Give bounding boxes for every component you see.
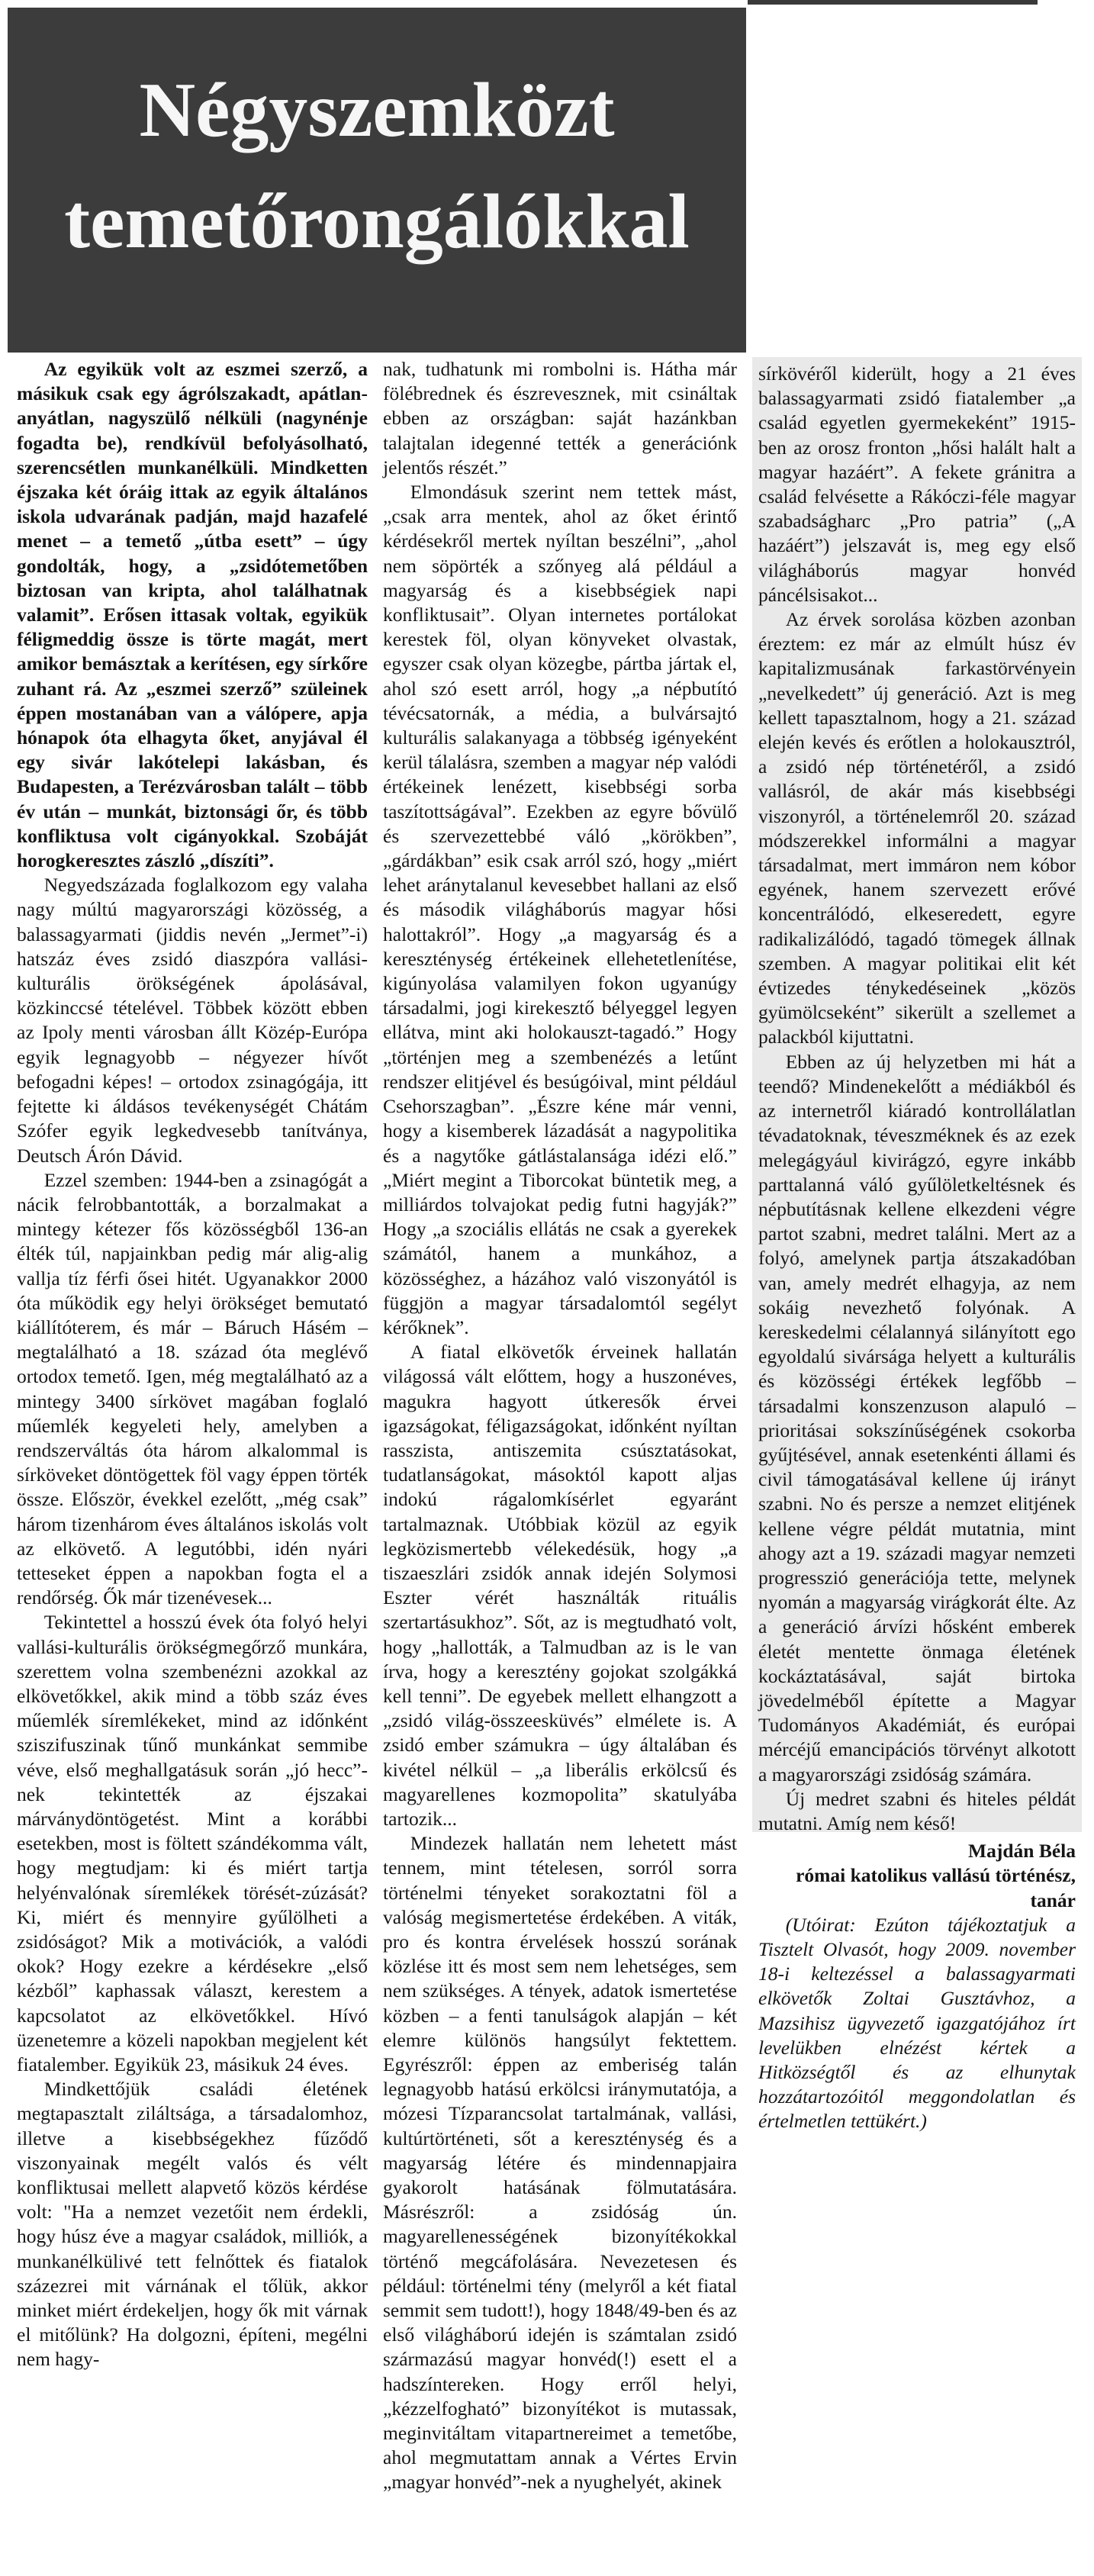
body-paragraph: Az érvek sorolása közben azonban éreztem: ez már az elmúlt húsz év kapitalizmusának farkastörvényein „nevelkedett” új generáció. Azt is meg kellett tapasztalnom, hogy a 21. század elején kevés és erőtlen a holokausztról, a zsidó nép történetéről, a zsidó vallásról, de akár más kisebbségi viszonyról, a történelemről 20. század módszerekkel informálni a magyar társadalmat, mert immáron nem kóbor egyének, hanem szervezett erővé koncentrálódó, elkeseredett, egyre radikalizálódó, tagadó tömegek állnak szemben. A magyar politikai elit két évtizedes ténykedéseinek „közös gyümölcseként” sikerült a szellemet a palackból kijuttatni. — [758, 608, 1076, 1048]
article-column-2 — [383, 357, 737, 2568]
body-paragraph: A fiatal elkövetők érveinek hallatán világossá vált előttem, hogy a huszonéves, magukra hagyott útkeresők érvei igazságokat, féligazságokat, időnként nyíltan rasszista, antiszemita csúsztatásokat, tudatlanságokat, másoktól kapott aljas indokú rágalomkísérlet egyaránt tartalmaznak. Utóbbiak közül az egyik legközismertebb vélekedésük, hogy „a tiszaeszlári zsidók annak idején Solymosi Eszter vérét használták rituális szertartásukhoz”. Sőt, az is megtudható volt, hogy „hallották, a Talmudban az is le van írva, hogy a keresztény gojokat szolgákká kell tenni”. De egyebek mellett elhangzott a „zsidó világ-összeesküvés” elmélete is. A zsidó ember számukra – úgy általában és kivétel nélkül – „a liberális erkölcsű és magyarellenes kozmopolita” skatulyába tartozik... — [383, 1341, 737, 1830]
headline-banner — [8, 8, 746, 353]
article-column-1 — [17, 357, 368, 2568]
author-name: Majdán Béla — [968, 1840, 1076, 1863]
lead-paragraph: Az egyikük volt az eszmei szerző, a másikuk csak egy ágrólszakadt, apátlan-anyátlan, nagyszülő nélküli (nagynénje fogadta be), rendkívül befolyásolható, szerencsétlen munkanélküli. Mindketten éjszaka két óráig ittak az egyik általános iskola udvarának padján, majd hazafelé menet – a temető „útba esett” – úgy gondolták, hogy, a „zsidótemetőben biztosan van kripta, ahol találhatnak valamit”. Erősen ittasak voltak, egyikük féligmeddig össze is törte magát, mert amikor bemásztak a kerítésen, egy sírkőre zuhant rá. Az „eszmei szerző” szüleinek éppen mostanában van a válópere, apja hónapok óta elhagyta őket, anyjával él egy sivár lakótelepi lakásban, és Budapesten, a Terézvárosban talált – több év után – munkát, biztonsági őr, és több konfliktusa volt cigányokkal. Szobáját horogkeresztes zászló „díszíti”. — [17, 358, 368, 872]
headline-line-1: Négyszemközt — [139, 67, 615, 153]
article-column-3 — [752, 357, 1082, 2133]
body-paragraph: Ezzel szemben: 1944-ben a zsinagógát a nácik felrobbantották, a borzalmakat a mintegy kétezer fős közösségből 136-an élték túl, napjainkban pedig már alig-alig vallja tíz férfi ősei hitét. Ugyanakkor 2000 óta működik egy helyi örökséget bemutató kiállítóterem, és már – Báruch Hásém – megtalálható a 18. század óta meglévő ortodox temető. Igen, még megtalálható az a mintegy 3400 sírkövet magában foglaló műemlék kegyeleti hely, amelyben a rendszerváltás óta három alkalommal is sírköveket döntögettek föl vagy éppen törték össze. Először, évekkel ezelőtt, „még csak” három tizenhárom éves általános iskolás volt az elkövető. A legutóbbi, idén nyári tetteseket éppen a napokban fogta el a rendőrség. Ők már tizenévesek... — [17, 1168, 368, 1609]
body-paragraph: Negyedszázada foglalkozom egy valaha nagy múltú magyarországi közösség, a balassagyarmati (jiddis nevén „Jermet”-i) hatszáz éves zsidó diaszpóra vallási-kulturális örökségének ápolásával, közkinccsé tételével. Többek között ebben az Ipoly menti városban állt Közép-Európa egyik legnagyobb – négyezer hívőt befogadni képes! – ortodox zsinagógája, itt fejtette ki áldásos tevékenységét Chátám Szófer egyik legkedvesebb tanítványa, Deutsch Árón Dávid. — [17, 874, 368, 1167]
body-paragraph: Mindkettőjük családi életének megtapasztalt ziláltsága, a társadalomhoz, illetve a kisebbségekhez fűződő viszonyainak megélt valós és vélt konfliktusai mellett alapvető közös kérdése volt: "Ha a nemzet vezetőit nem érdekli, hogy húsz éve a magyar családok, milliók, a munkanélkülivé tett felnőttek és fiatalok százezrei mit várnának el tőlük, akkor minket miért érdekeljen, hogy ők mit várnak el mitőlünk? Ha dolgozni, építeni, megélni nem hagy- — [17, 2078, 368, 2371]
body-paragraph: Új medret szabni és hiteles példát mutatni. Amíg nem késő! — [758, 1787, 1076, 1834]
author-title: római katolikus vallású történész, tanár — [796, 1864, 1076, 1911]
body-paragraph: nak, tudhatunk mi rombolni is. Hátha már fölébrednek és észrevesznek, mit csináltak ebben az országban: saját hazánkban talajtalan idegenné tették a generációnk jelentős részét.” — [383, 358, 737, 478]
top-rule — [748, 0, 1038, 5]
article-headline — [8, 55, 746, 278]
body-paragraph: Ebben az új helyzetben mi hát a teendő? Mindenekelőtt a médiákból és az internetről kiáradó kontrollálatlan tévadatoknak, téveszméknek és az ezek melegágyául kivirágzó, egyre inkább parttalanná váló gyűlöletkeltésnek és népbutításnak kellene elkezdeni végre partot szabni, medret találni. Mert az a folyó, amelynek partja átszakadóban van, amely medrét elhagyja, az nem sokáig nevezhető folyónak. A kereskedelmi célalannyá silányított ego egyoldalú sivársága helyett a kulturális és közösségi értékek legfőbb – társadalmi konszenzuson alapuló – prioritásai sokszínűségének csokorba gyűjtésével, annak esetenkénti állami és civil támogatásával kellene új irányt szabni. No és persze a nemzet elitjének kellene végre példát mutatnia, mint ahogy azt a 19. századi magyar nemzeti progresszió generációja tette, melynek nyomán a magyarság virágkorát élte. Az a generáció árvízi hősként emberek életét mentette önmaga életének kockáztatásával, saját birtoka jövedelméből építette a Magyar Tudományos Akadémiát, és európai mércéjű emancipációs törvényt alkotott a magyarországi zsidóság számára. — [758, 1050, 1076, 1785]
headline-line-2: temetőrongálókkal — [64, 179, 690, 265]
body-paragraph: Elmondásuk szerint nem tettek mást, „csak arra mentek, ahol az őket érintő kérdésekről mertek nyíltan beszélni”, „ahol nem söpörték a szőnyeg alá például a magyarság és a kisebbségiek napi konfliktusait”. Olyan internetes portálokat kerestek föl, olyan könyveket olvastak, egyszer csak olyan közegbe, pártba jártak el, ahol szó esett arról, hogy „a népbutító tévécsatornák, a média, a bulvársajtó kulturális salakanyaga a többség igényeként kerül tálalásra, szemben a magyar nép valódi értékeinek lenézett, kisebbségi sorba taszítottságával”. Ezekben az egyre bővülő és szervezettebbé váló „körökben”, „gárdákban” esik csak arról szó, hogy „miért lehet aránytalanul kevesebbet hallani az első és második világháborús magyar hősi halottakról”. Hogy „a magyarság és a kereszténység értékeinek ellehetetlenítése, kigúnyolása valamilyen fokon ugyanúgy társadalmi, jogi kirekesztő bélyeggel legyen ellátva, mint aki holokauszt-tagadó.” Hogy „történjen meg a szembenézés a letűnt rendszer elitjével és besúgóival, mint például Csehorszagban”. „Észre kéne már venni, hogy a kisemberek lázadását a nagypolitika és a nagytőke gátlástalansága idézi elő.” „Miért megint a Tiborcokat büntetik meg, a milliárdos tolvajokat pedig futni hagyják?” Hogy „a szociális ellátás ne csak a gyerekek számától, hanem a munkához, a közösséghez, a házához való viszonyától is függjön a magyar társadalomtól segélyt kérőknek”. — [383, 481, 737, 1338]
body-paragraph: Tekintettel a hosszú évek óta folyó helyi vallási-kulturális örökségmegőrző munkára, szerettem volna szembenézni azokkal az elkövetőkkel, akik mind a több száz éves műemlék síremlékeket, mind az időnként sziszifuszinak tűnő munkánkat semmibe véve, első meghallgatásuk során „jó hecc”-nek tekintették az éjszakai márványdöntögetést. Mint a korábbi esetekben, most is föltett szándékomma vált, hogy megtudjam: ki és miért tartja helyénvalónak síremlékek törését-zúzását? Ki, miért és mennyire gyűlölheti a zsidóságot? Mik a motivációk, a valódi okok? Hogy ezekre a kérdésekre „első kézből” kaphassak választ, kerestem a kapcsolatot az elkövetőkkel. Hívó üzenetemre a közeli napokban megjelent két fiatalember. Egyikük 23, másikuk 24 éves. — [17, 1611, 368, 2076]
author-signature — [758, 1839, 1076, 1913]
body-paragraph: Mindezek hallatán nem lehetett mást tennem, mint tételesen, sorról sorra történelmi tényeket sorakoztatni föl a valóság megismertetése érdekében. A viták, pro és kontra érvelések hosszú sorának közlése itt és most sem nem lehetséges, sem nem szükséges. A tények, adatok ismertetése közben – a fenti tanulságok alapján – két elemre különös hangsúlyt fektettem. Egyrészről: éppen az emberiség talán legnagyobb hatású erkölcsi iránymutatója, a mózesi Tízparancsolat tartalmának, vallási, kultúrtörténeti, sőt a kereszténység és a magyarság létére és mindennapjaira gyakorolt hatásának fölmutatására. Másrészről: a zsidóság ún. magyarellenességének bizonyítékokkal történő megcáfolására. Nevezetesen és például: történelmi tény (melyről a két fiatal semmit sem tudott!), hogy 1848/49-ben és az első világháború idején is számtalan zsidó származású magyar honvéd(!) esett el a hadszíntereken. Hogy erről helyi, „kézzelfogható” bizonyítékot is mutassak, meginvitáltam vitapartnereimet a temetőbe, ahol megmutattam annak a Vértes Ervin „magyar honvéd”-nek a nyughelyét, akinek — [383, 1832, 737, 2494]
body-paragraph: sírkövéről kiderült, hogy a 21 éves balassagyarmati zsidó fiatalember „a család egyetlen gyermekeként” 1915-ben az orosz fronton „hősi halált halt a magyar hazáért”. A fekete gránitra a család felvésette a Rákóczi-féle magyar szabadságharc „Pro patria” („A hazáért”) jelszavát is, meg egy első világháborús magyar honvéd páncélsisakot... — [758, 362, 1076, 606]
postscript: (Utóirat: Ezúton tájékoztatjuk a Tisztelt Olvasót, hogy 2009. november 18-i keltezéssel a balassagyarmati elkövetők Zoltai Gusztávhoz, a Mazsihisz ügyvezető igazgatójához írt levelükben elnézést kértek a Hitközségtől és az elhunytak hozzátartozóitól meggondolatlan és értelmetlen tettükért.) — [758, 1913, 1076, 2133]
